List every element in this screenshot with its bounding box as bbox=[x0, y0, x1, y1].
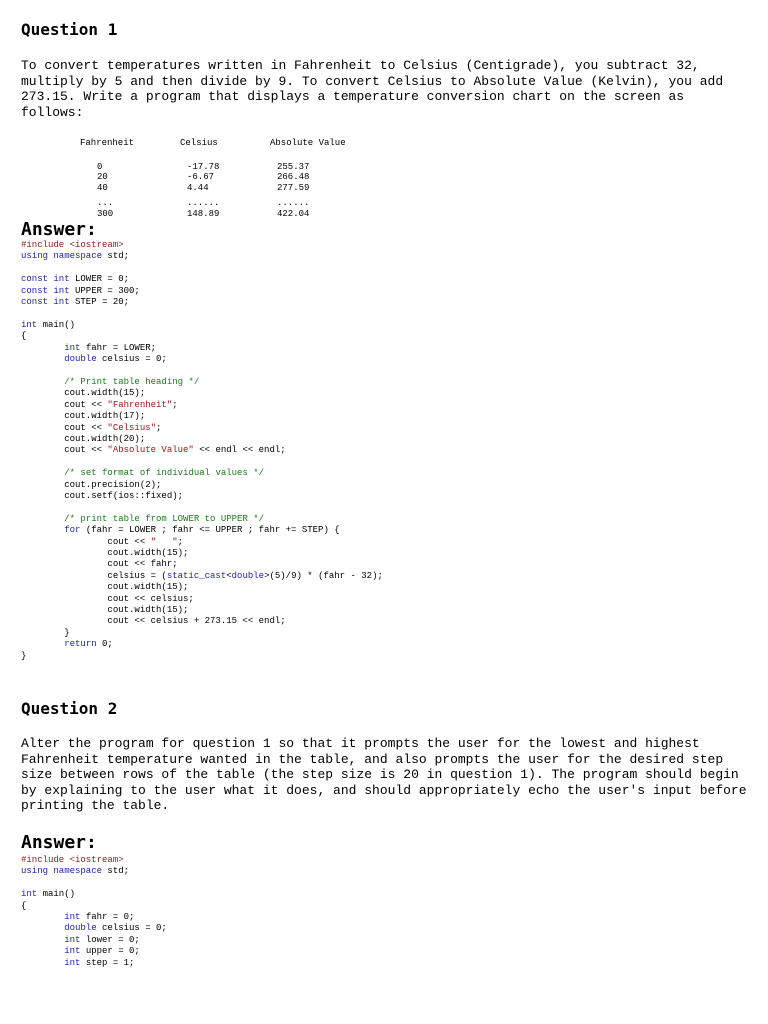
code-line bbox=[21, 308, 383, 319]
code-line bbox=[21, 480, 383, 491]
code-token: cout.width(20); bbox=[21, 433, 146, 444]
code-token: int bbox=[64, 957, 81, 968]
code-line bbox=[21, 286, 383, 297]
code-line bbox=[21, 866, 167, 877]
code-token: cout << bbox=[21, 399, 108, 410]
code-token: STEP = 20; bbox=[69, 297, 130, 308]
table-row bbox=[80, 172, 380, 183]
code-token: "Celsius" bbox=[107, 422, 157, 433]
code-line bbox=[21, 639, 383, 650]
code-line bbox=[21, 935, 167, 946]
code-token: int bbox=[64, 934, 81, 945]
code-token: step = 1; bbox=[80, 957, 135, 968]
code-line bbox=[21, 651, 383, 662]
code-token: double bbox=[64, 354, 97, 365]
code-token: lower = 0; bbox=[80, 934, 140, 945]
code-token: double bbox=[231, 570, 265, 581]
code-token: celsius = ( bbox=[21, 570, 167, 581]
table-row bbox=[80, 162, 380, 173]
code-token: UPPER = 300; bbox=[69, 285, 140, 296]
code-line bbox=[21, 878, 167, 889]
code-token: fahr = 0; bbox=[80, 912, 135, 923]
code-token: int bbox=[64, 912, 81, 923]
code-line bbox=[21, 525, 383, 536]
question-1-heading: Question 1 bbox=[21, 20, 118, 39]
table-cell: -17.78 bbox=[187, 161, 220, 172]
code-token: { bbox=[21, 900, 27, 911]
code-token bbox=[21, 525, 64, 535]
code-token: std; bbox=[102, 866, 130, 877]
table-cell: 40 bbox=[97, 182, 108, 193]
code-line bbox=[21, 855, 167, 866]
table-cell: ...... bbox=[277, 198, 310, 208]
code-line bbox=[21, 423, 383, 434]
code-token: std; bbox=[102, 251, 130, 262]
code-line bbox=[21, 491, 383, 502]
code-line bbox=[21, 434, 383, 445]
code-token: >(5)/9) * (fahr - 32); bbox=[264, 570, 383, 581]
code-token bbox=[21, 377, 64, 387]
code-token: cout.width(15); bbox=[21, 582, 189, 593]
code-token: cout << bbox=[21, 445, 108, 456]
code-token bbox=[21, 514, 64, 524]
code-line bbox=[21, 514, 383, 525]
code-token bbox=[21, 343, 64, 353]
code-token bbox=[21, 946, 64, 956]
conversion-table-header bbox=[80, 138, 380, 149]
code-token: int bbox=[64, 946, 81, 957]
code-token: cout.setf(ios::fixed); bbox=[21, 490, 184, 501]
code-token: #include <iostream> bbox=[21, 855, 124, 865]
code-token: ; bbox=[177, 536, 184, 547]
table-cell: 277.59 bbox=[277, 182, 310, 193]
code-token: const int bbox=[21, 297, 70, 308]
code-token: " " bbox=[150, 536, 178, 547]
code-token: cout << bbox=[21, 536, 151, 547]
code-line bbox=[21, 958, 167, 969]
code-token: "Fahrenheit" bbox=[107, 399, 173, 410]
code-line bbox=[21, 548, 383, 559]
code-token: cout << celsius + 273.15 << endl; bbox=[21, 616, 286, 627]
table-cell: ... bbox=[97, 198, 114, 208]
code-token: /* set format of individual values */ bbox=[64, 468, 265, 479]
code-line bbox=[21, 468, 383, 479]
answer-2-code-block bbox=[21, 855, 167, 969]
code-line bbox=[21, 616, 383, 627]
code-token: main() bbox=[37, 319, 76, 330]
code-line bbox=[21, 889, 167, 900]
table-cell: 148.89 bbox=[187, 208, 220, 219]
code-line bbox=[21, 388, 383, 399]
code-line bbox=[21, 594, 383, 605]
answer-1-code-block bbox=[21, 240, 383, 662]
code-line bbox=[21, 411, 383, 422]
table-row bbox=[80, 183, 380, 194]
code-token: cout << fahr; bbox=[21, 559, 178, 570]
code-token: return bbox=[64, 639, 97, 650]
code-token: fahr = LOWER; bbox=[80, 342, 157, 353]
table-cell: -6.67 bbox=[187, 172, 215, 182]
code-token: static_cast bbox=[166, 570, 227, 581]
code-token: using namespace bbox=[21, 866, 103, 877]
code-line bbox=[21, 331, 383, 342]
code-line bbox=[21, 571, 383, 582]
answer-1-label: Answer: bbox=[21, 219, 97, 240]
code-token: main() bbox=[37, 889, 76, 900]
code-line bbox=[21, 559, 383, 570]
code-token: } bbox=[21, 627, 70, 638]
code-token bbox=[21, 639, 64, 649]
code-line bbox=[21, 320, 383, 331]
code-token: using namespace bbox=[21, 251, 103, 262]
code-token: cout.width(15); bbox=[21, 547, 189, 558]
code-line bbox=[21, 343, 383, 354]
table-cell: 255.37 bbox=[277, 161, 310, 172]
question-1-text: To convert temperatures written in Fahrenheit to Celsius (Centigrade), you subtract 32, multiply by 5 and then divide by 9. To convert Celsius to Absolute Value (Kelvin), you add 273.15. Write a program that displays a temperature conversion chart on the screen as follows: bbox=[21, 58, 731, 120]
code-line bbox=[21, 263, 383, 274]
code-line bbox=[21, 354, 383, 365]
code-token: cout << bbox=[21, 422, 108, 433]
code-line bbox=[21, 365, 383, 376]
table-cell: 20 bbox=[97, 172, 108, 182]
code-token bbox=[21, 912, 64, 922]
code-token: ; bbox=[172, 399, 178, 410]
table-cell: 422.04 bbox=[277, 208, 310, 219]
code-token bbox=[21, 468, 64, 478]
code-token bbox=[21, 923, 64, 933]
code-line bbox=[21, 274, 383, 285]
code-token: ; bbox=[156, 422, 162, 433]
code-line bbox=[21, 240, 383, 251]
code-token: } bbox=[21, 650, 27, 661]
code-token: /* Print table heading */ bbox=[64, 376, 200, 387]
code-token: const int bbox=[21, 285, 70, 296]
code-token: < bbox=[226, 570, 232, 581]
header-fahrenheit: Fahrenheit bbox=[80, 138, 135, 148]
code-token: celsius = 0; bbox=[96, 354, 167, 365]
code-line bbox=[21, 445, 383, 456]
code-token: /* print table from LOWER to UPPER */ bbox=[64, 513, 265, 524]
code-token: cout.width(15); bbox=[21, 605, 189, 615]
code-token: << endl << endl; bbox=[193, 445, 286, 456]
code-token: int bbox=[21, 319, 38, 330]
table-cell: 266.48 bbox=[277, 172, 310, 182]
table-cell: ...... bbox=[187, 198, 220, 208]
table-cell: 0 bbox=[97, 161, 103, 172]
question-2-text: Alter the program for question 1 so that it prompts the user for the lowest and highest Fahrenheit temperature wanted in the table, and also prompts the user for the desired step size between rows of the table (the step size is 20 in question 1). The program should begin by explaining to the user what it does, and should appropriately echo the user's input before printing the table. bbox=[21, 736, 755, 814]
code-token: "Absolute Value" bbox=[107, 445, 194, 456]
code-token: const int bbox=[21, 274, 70, 285]
code-line bbox=[21, 537, 383, 548]
code-token: cout << celsius; bbox=[21, 593, 194, 604]
table-cell: 4.44 bbox=[187, 182, 209, 193]
code-line bbox=[21, 923, 167, 934]
code-token: int bbox=[21, 889, 38, 900]
code-token: #include <iostream> bbox=[21, 240, 124, 250]
code-token: cout.width(15); bbox=[21, 388, 146, 399]
code-token: for bbox=[64, 525, 81, 536]
code-line bbox=[21, 605, 383, 616]
header-absolute-value: Absolute Value bbox=[270, 138, 346, 148]
code-line bbox=[21, 946, 167, 957]
code-line bbox=[21, 582, 383, 593]
question-2-heading: Question 2 bbox=[21, 699, 118, 718]
code-token: (fahr = LOWER ; fahr <= UPPER ; fahr += STEP) { bbox=[80, 525, 340, 536]
table-cell: 300 bbox=[97, 208, 114, 219]
code-token: celsius = 0; bbox=[96, 923, 167, 934]
table-row bbox=[80, 198, 380, 209]
code-token bbox=[21, 354, 64, 364]
answer-2-label: Answer: bbox=[21, 832, 97, 853]
code-line bbox=[21, 628, 383, 639]
code-token bbox=[21, 958, 64, 968]
code-token: 0; bbox=[96, 639, 113, 650]
code-token: cout.width(17); bbox=[21, 411, 146, 422]
code-line bbox=[21, 251, 383, 262]
code-token: { bbox=[21, 331, 27, 342]
table-row bbox=[80, 209, 380, 220]
code-line bbox=[21, 502, 383, 513]
code-token: LOWER = 0; bbox=[69, 274, 130, 285]
code-token: cout.precision(2); bbox=[21, 479, 162, 490]
code-line bbox=[21, 400, 383, 411]
code-token: double bbox=[64, 923, 97, 934]
code-line bbox=[21, 377, 383, 388]
code-line bbox=[21, 912, 167, 923]
code-line bbox=[21, 457, 383, 468]
code-token: int bbox=[64, 342, 81, 353]
conversion-table bbox=[80, 138, 380, 219]
code-line bbox=[21, 901, 167, 912]
code-token bbox=[21, 935, 64, 945]
code-line bbox=[21, 297, 383, 308]
header-celsius: Celsius bbox=[180, 138, 218, 148]
code-token: upper = 0; bbox=[80, 946, 140, 957]
